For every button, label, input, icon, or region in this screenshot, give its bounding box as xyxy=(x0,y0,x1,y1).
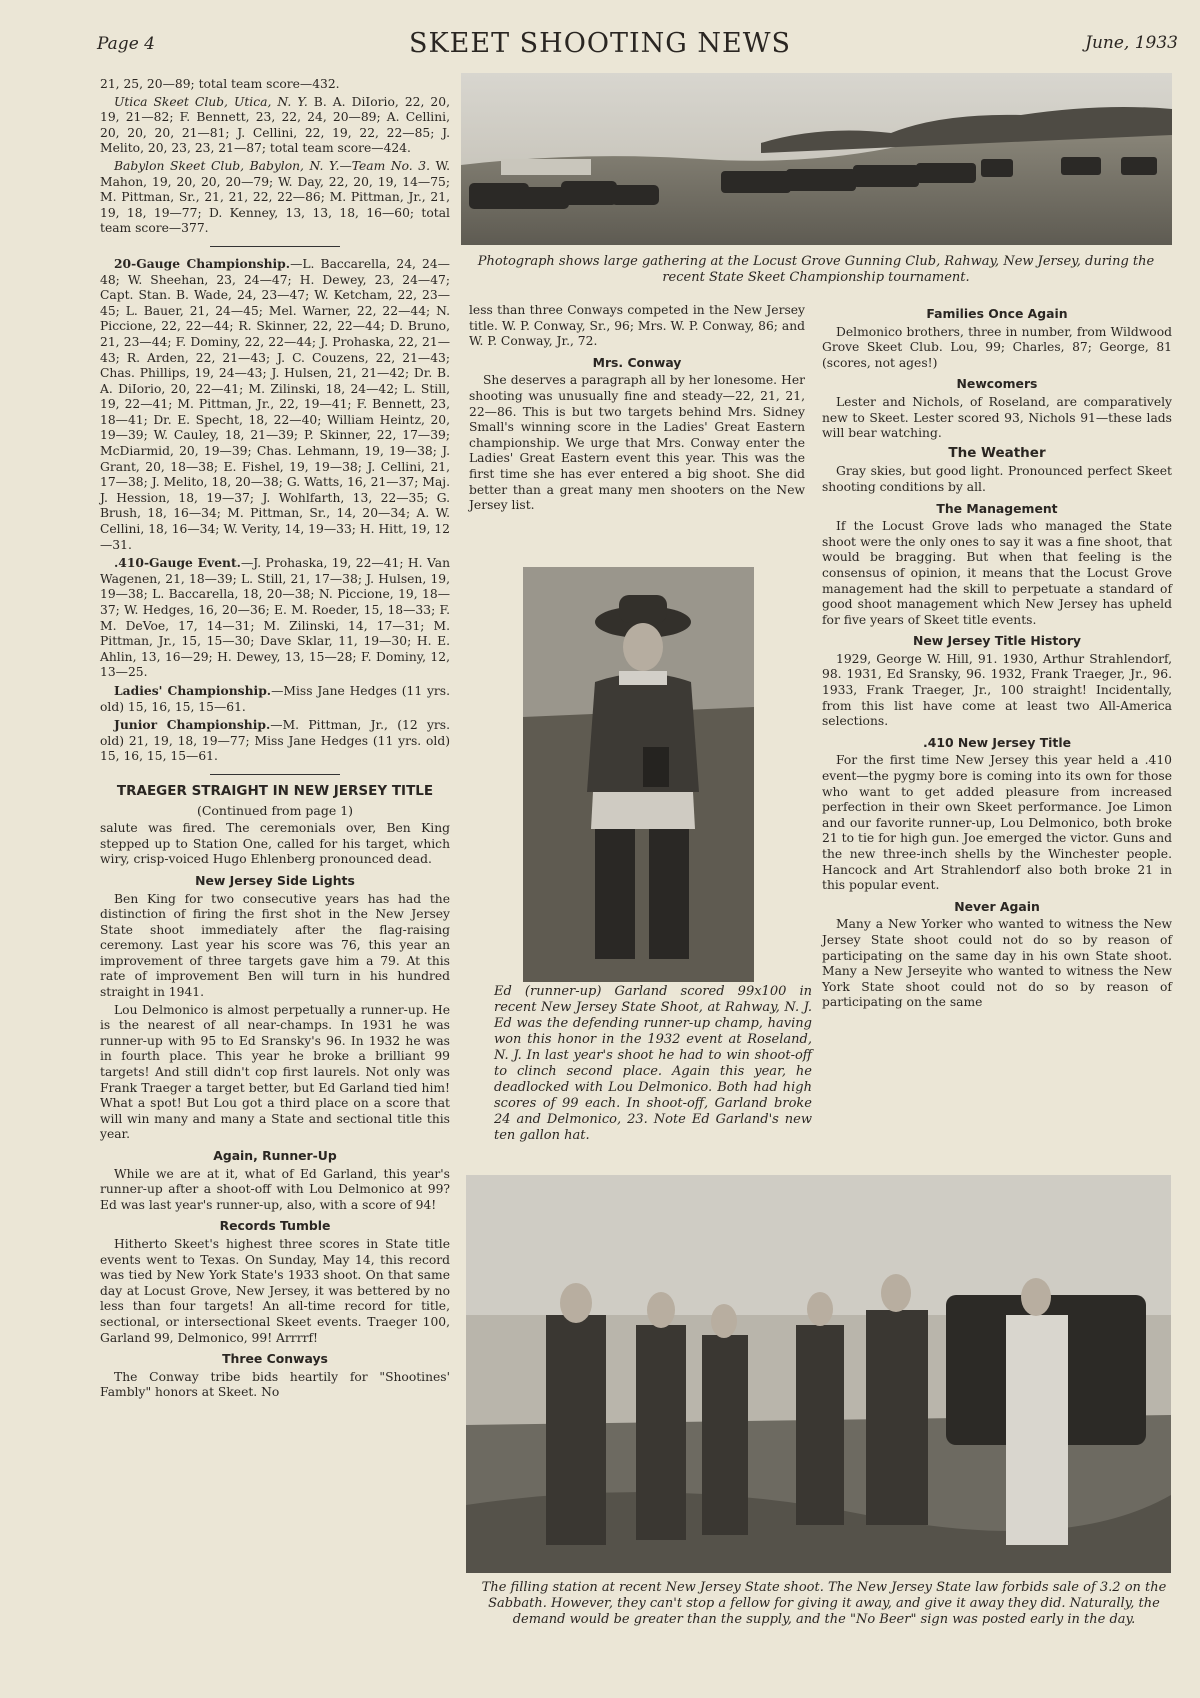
section-heading: Mrs. Conway xyxy=(592,354,682,370)
issue-date: June, 1933 xyxy=(1085,33,1178,53)
article-paragraph: While we are at it, what of Ed Garland, this year's runner-up after a shoot-off with Lou Delmonico at 99? Ed was last year's runner-up, also, with a score of 94! xyxy=(100,1166,450,1212)
caption-ed-garland: Ed (runner-up) Garland scored 99x100 in recent New Jersey State Shoot, at Rahway, N. J. Ed was the defending runner-up champ, having won this honor in the 1932 event at Roseland, N. J. In last year's shoot he had to win shoot-off to clinch second place. Again this year, he deadlocked with Lou Delmonico. Both had high scores of 99 each. In shoot-off, Garland broke 24 and Delmonico, 23. Note Ed Garland's new ten gallon hat. xyxy=(494,984,812,1143)
article-paragraph: She deserves a paragraph all by her lonesome. Her shooting was unusually fine and steady—22, 21, 21, 22—86. This is but two targets behind Mrs. Sidney Small's winning score in the Ladies' Great Eastern championship. We urge that Mrs. Conway enter the Ladies' Great Eastern event this year. This was the first time she has ever entered a big shoot. She did better than a great many men shooters on the New Jersey list. xyxy=(469,373,805,513)
caption-top-photo: Photograph shows large gathering at the Locust Grove Gunning Club, Rahway, New Jersey, during the recent State Skeet Championship tournament. xyxy=(477,254,1155,285)
article-paragraph: The Conway tribe bids heartily for "Shootines' Fambly" honors at Skeet. No xyxy=(100,1369,450,1400)
section-heading: Families Once Again xyxy=(926,306,1068,321)
results-20-gauge: 20-Gauge Championship.—L. Baccarella, 24, 24—48; W. Sheehan, 23, 24—47; H. Dewey, 23, 24—47; Capt. Stan. B. Wade, 24, 23—47; W. Ketcham, 22, 23—45; L. Bauer, 21, 24—45; Mel. Warner, 22, 22—44; N. Piccione, 22, 22—44; R. Skinner, 22, 22—44; D. Bruno, 21, 23—44; F. Dominy, 22, 22—44; J. Prohaska, 22, 21—43; R. Arden, 22, 21—43; J. C. Couzens, 22, 21—43; Chas. Phillips, 19, 24—43; J. Hulsen, 21, 21—42; Dr. B. A. DiIorio, 20, 22—41; M. Zilinski, 18, 24—42; L. Still, 19, 22—41; M. Pittman, Jr., 22, 19—41; F. Bennett, 23, 18—41; Dr. E. Specht, 18, 22—40; William Heintz, 20, 19—39; W. Cauley, 18, 21—39; P. Skinner, 22, 17—39; McDiarmid, 20, 19—39; Chas. Lehmann, 19, 19—38; J. Grant, 20, 18—38; E. Fishel, 19, 19—38; J. Cellini, 21, 17—38; J. Melito, 18, 20—38; G. Watts, 16, 21—37; Maj. J. Hession, 18, 19—37; J. Wohlfarth, 13, 22—35; G. Brush, 18, 16—34; M. Pittman, Sr., 14, 20—34; A. W. Cellini, 18, 16—34; W. Verity, 14, 19—33; H. Hitt, 19, 12—31. xyxy=(100,255,450,552)
column-right xyxy=(822,301,1172,1013)
section-heading: Never Again xyxy=(954,898,1040,914)
photo-ed-garland xyxy=(523,567,754,982)
section-heading: Three Conways xyxy=(222,1351,328,1367)
results-junior: Junior Championship.—M. Pittman, Jr., (12 yrs. old) 21, 19, 18, 19—77; Miss Jane Hedges (11 yrs. old) 15, 16, 15, 15—61. xyxy=(100,717,450,764)
section-heading: New Jersey Title History xyxy=(912,633,1082,649)
section-heading: New Jersey Side Lights xyxy=(195,872,355,888)
section-heading: Newcomers xyxy=(956,376,1038,392)
section-heading: .410 New Jersey Title xyxy=(923,734,1071,750)
article-title: TRAEGER STRAIGHT IN NEW JERSEY TITLE xyxy=(116,782,434,799)
results-410-gauge: .410-Gauge Event.—J. Prohaska, 19, 22—41; H. Van Wagenen, 21, 18—39; L. Still, 21, 17—38; J. Hulsen, 19, 19—38; L. Baccarella, 18, 20—38; N. Piccione, 19, 18—37; W. Hedges, 16, 20—36; E. M. Roeder, 15, 18—33; F. M. DeVoe, 17, 14—31; M. Zilinski, 14, 17—31; M. Pittman, Jr., 15, 15—30; Dave Sklar, 11, 19—30; H. E. Ahlin, 13, 16—29; H. Dewey, 13, 15—28; F. Dominy, 12, 13—25. xyxy=(100,555,450,680)
caption-bottom-photo: The filling station at recent New Jersey State shoot. The New Jersey State law forbids sale of 3.2 on the Sabbath. However, they can't stop a fellow for giving it away, and give it away they did. Naturally, the demand would be greater than the supply, and the "No Beer" sign was posted early in the day. xyxy=(481,1580,1167,1627)
section-heading: The Management xyxy=(936,500,1058,516)
divider xyxy=(210,774,340,775)
results-utica: Utica Skeet Club, Utica, N. Y. B. A. DiIorio, 22, 20, 19, 21—82; F. Bennett, 23, 22, 24, 20—89; A. Cellini, 20, 20, 20, 21—81; J. Cellini, 22, 19, 22, 22—85; J. Melito, 20, 23, 23, 21—87; total team score—424. xyxy=(100,94,450,156)
article-paragraph: less than three Conways competed in the New Jersey title. W. P. Conway, Sr., 96; Mrs. W. P. Conway, 86; and W. P. Conway, Jr., 72. xyxy=(469,303,805,349)
column-middle xyxy=(469,303,805,516)
column-left xyxy=(100,77,450,1403)
continued-note: (Continued from page 1) xyxy=(196,802,354,818)
results-babylon: Babylon Skeet Club, Babylon, N. Y.—Team No. 3. W. Mahon, 19, 20, 20, 20—79; W. Day, 22, 20, 19, 14—75; M. Pittman, Sr., 21, 21, 22, 22—86; M. Pittman, Jr., 21, 19, 18, 19—77; D. Kenney, 13, 13, 18, 16—60; total team score—377. xyxy=(100,158,450,236)
masthead: SKEET SHOOTING NEWS xyxy=(408,28,792,59)
photo-filling-station xyxy=(466,1175,1171,1573)
divider xyxy=(210,246,340,247)
results-continued: 21, 25, 20—89; total team score—432. xyxy=(100,77,340,91)
results-ladies: Ladies' Championship.—Miss Jane Hedges (11 yrs. old) 15, 16, 15, 15—61. xyxy=(100,682,450,714)
page-number: Page 4 xyxy=(97,34,155,54)
page-header xyxy=(0,28,1200,68)
section-heading: Again, Runner-Up xyxy=(213,1148,337,1163)
article-paragraph: Gray skies, but good light. Pronounced perfect Skeet shooting conditions by all. xyxy=(822,464,1172,494)
article-paragraph: Delmonico brothers, three in number, from Wildwood Grove Skeet Club. Lou, 99; Charles, 87; George, 81 (scores, not ages!) xyxy=(822,324,1172,370)
article-paragraph: Hitherto Skeet's highest three scores in State title events went to Texas. On Sunday, May 14, this record was tied by New York State's 1933 shoot. On that same day at Locust Grove, New Jersey, it was bettered by no less than four targets! An all-time record for title, sectional, or intersectional Skeet events. Traeger 100, Garland 99, Delmonico, 99! Arrrrf! xyxy=(100,1236,450,1345)
article-paragraph: For the first time New Jersey this year held a .410 event—the pygmy bore is coming into its own for those who want to get added pleasure from increased perfection in their own Skeet performance. Joe Limon and our favorite runner-up, Lou Delmonico, both broke 21 to tie for high gun. Joe emerged the victor. Guns and the new three-inch shells by the Winchester people. Hancock and Art Strahlendorf also both broke 21 in this popular event. xyxy=(822,753,1172,893)
article-paragraph: salute was fired. The ceremonials over, Ben King stepped up to Station One, called for his target, which wiry, crisp-voiced Hugo Ehlenberg pronounced dead. xyxy=(100,821,450,867)
article-paragraph: Lester and Nichols, of Roseland, are comparatively new to Skeet. Lester scored 93, Nichols 91—these lads will bear watching. xyxy=(822,394,1172,441)
article-paragraph: Many a New Yorker who wanted to witness the New Jersey State shoot could not do so by reason of participating on the same day in his own State shoot. Many a New Jerseyite who wanted to witness the New York State shoot could not do so by reason of participating on the same xyxy=(822,917,1172,1010)
photo-parking-gathering xyxy=(461,73,1172,245)
article-paragraph: Lou Delmonico is almost perpetually a runner-up. He is the nearest of all near-champs. In 1931 he was runner-up with 95 to Ed Sransky's 96. In 1932 he was in fourth place. This year he broke a brilliant 99 targets! And still didn't cop first laurels. Not only was Frank Traeger a target better, but Ed Garland tied him! What a spot! But Lou got a third place on a score that will win many and many a State and sectional title this year. xyxy=(100,1002,450,1142)
section-heading: Records Tumble xyxy=(219,1218,331,1234)
section-heading: The Weather xyxy=(948,444,1046,461)
article-paragraph: 1929, George W. Hill, 91. 1930, Arthur Strahlendorf, 98. 1931, Ed Sransky, 96. 1932, Frank Traeger, Jr., 96. 1933, Frank Traeger, Jr., 100 straight! Incidentally, from this list have come at least two All-America selections. xyxy=(822,651,1172,729)
article-paragraph: Ben King for two consecutive years has had the distinction of firing the first shot in the New Jersey State shoot immediately after the flag-raising ceremony. Last year his score was 76, this year an improvement of three targets gave him a 79. At this rate of improvement Ben will turn in his hundred straight in 1941. xyxy=(100,891,450,1000)
article-paragraph: If the Locust Grove lads who managed the State shoot were the only ones to say it was a fine shoot, that would be bragging. But when that feeling is the consensus of opinion, it means that the Locust Grove management had the skill to perpetuate a standard of good shoot management which New Jersey has upheld for five years of Skeet title events. xyxy=(822,519,1172,627)
